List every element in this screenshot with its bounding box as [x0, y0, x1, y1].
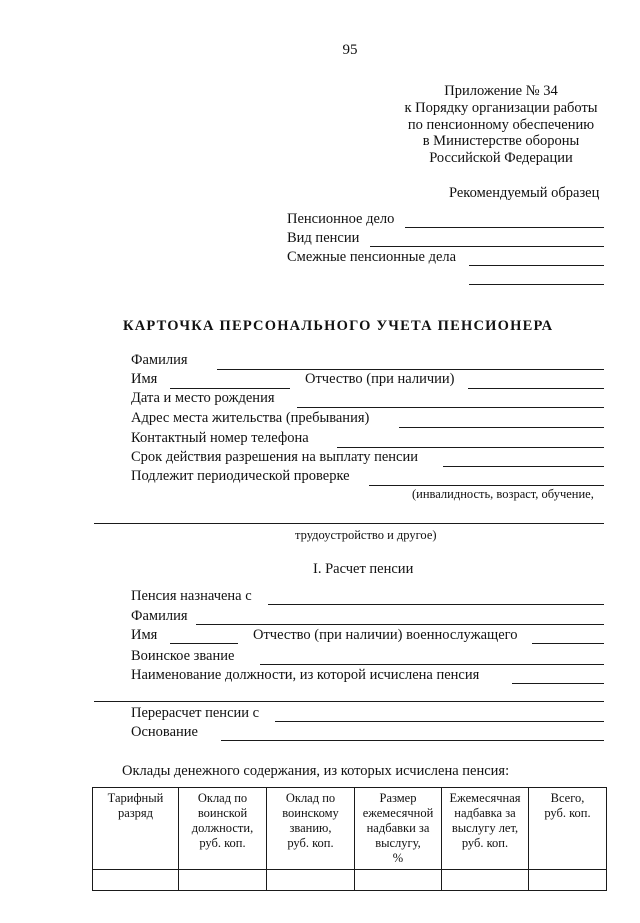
- salaries-table: [92, 787, 607, 891]
- appendix-line: Российской Федерации: [429, 150, 573, 167]
- related-cases-field[interactable]: [469, 265, 604, 266]
- surname-label: Фамилия: [131, 352, 188, 368]
- address-field[interactable]: [399, 427, 604, 428]
- column-header-position-salary: Оклад по воинской должности, руб. коп.: [179, 788, 267, 870]
- pension-type-field[interactable]: [370, 246, 604, 247]
- page-number: 95: [342, 42, 358, 58]
- column-header-bonus-percent: Размер ежемесячной надбавки за выслугу, %: [355, 788, 442, 870]
- table-cell[interactable]: [355, 870, 442, 891]
- appendix-line: Приложение № 34: [444, 83, 558, 99]
- column-header-bonus-amount: Ежемесячная надбавка за выслугу лет, руб. коп.: [442, 788, 529, 870]
- pension-type-label: Вид пенсии: [287, 230, 360, 246]
- recalc-label: Перерасчет пенсии с: [131, 705, 260, 721]
- periodic-check-hint: (инвалидность, возраст, обучение,: [412, 487, 594, 501]
- permit-field[interactable]: [443, 466, 604, 467]
- assigned-from-label: Пенсия назначена с: [131, 588, 252, 604]
- periodic-check-field-extra[interactable]: [94, 523, 604, 524]
- appendix-line: по пенсионному обеспечению: [407, 116, 595, 133]
- serviceman-surname-label: Фамилия: [131, 608, 188, 624]
- patronymic-field[interactable]: [468, 388, 604, 389]
- patronymic-label: Отчество (при наличии): [305, 371, 455, 387]
- column-header-rank-salary: Оклад по воинскому званию, руб. коп.: [267, 788, 355, 870]
- table-cell[interactable]: [529, 870, 607, 891]
- card-title: КАРТОЧКА ПЕРСОНАЛЬНОГО УЧЕТА ПЕНСИОНЕРА: [123, 318, 554, 334]
- table-cell[interactable]: [442, 870, 529, 891]
- table-cell[interactable]: [179, 870, 267, 891]
- section-heading: I. Расчет пенсии: [313, 561, 414, 577]
- birth-field[interactable]: [297, 407, 604, 408]
- related-cases-field-extra[interactable]: [469, 284, 604, 285]
- pension-case-field[interactable]: [405, 227, 604, 228]
- birth-label: Дата и место рождения: [131, 390, 275, 406]
- serviceman-patronymic-field[interactable]: [532, 643, 604, 644]
- address-label: Адрес места жительства (пребывания): [131, 410, 370, 426]
- recommended-sample-label: Рекомендуемый образец: [449, 185, 600, 201]
- surname-field[interactable]: [217, 369, 604, 370]
- periodic-check-label: Подлежит периодической проверке: [131, 468, 350, 484]
- name-field[interactable]: [170, 388, 290, 389]
- assigned-from-field[interactable]: [268, 604, 604, 605]
- pension-case-label: Пенсионное дело: [287, 211, 395, 227]
- periodic-check-field[interactable]: [369, 485, 604, 486]
- appendix-line: в Министерстве обороны: [422, 133, 580, 150]
- serviceman-name-label: Имя: [131, 627, 158, 643]
- recalc-field[interactable]: [275, 721, 604, 722]
- position-field-extra[interactable]: [94, 701, 604, 702]
- periodic-check-hint-2: трудоустройство и другое): [295, 528, 437, 542]
- basis-field[interactable]: [221, 740, 604, 741]
- column-header-total: Всего, руб. коп.: [529, 788, 607, 870]
- permit-label: Срок действия разрешения на выплату пенсии: [131, 449, 418, 465]
- serviceman-patronymic-label: Отчество (при наличии) военнослужащего: [253, 627, 518, 643]
- name-label: Имя: [131, 371, 158, 387]
- appendix-header: [383, 83, 619, 167]
- rank-label: Воинское звание: [131, 648, 235, 664]
- table-cell[interactable]: [267, 870, 355, 891]
- table-row: [93, 870, 607, 891]
- position-label: Наименование должности, из которой исчислена пенсия: [131, 667, 480, 683]
- basis-label: Основание: [131, 724, 198, 740]
- rank-field[interactable]: [260, 664, 604, 665]
- column-header-tariff: Тарифный разряд: [93, 788, 179, 870]
- table-header-row: [93, 788, 607, 870]
- table-cell[interactable]: [93, 870, 179, 891]
- appendix-line: к Порядку организации работы: [404, 99, 598, 116]
- phone-label: Контактный номер телефона: [131, 430, 309, 446]
- serviceman-surname-field[interactable]: [196, 624, 604, 625]
- phone-field[interactable]: [337, 447, 604, 448]
- related-cases-label: Смежные пенсионные дела: [287, 249, 457, 265]
- salaries-caption: Оклады денежного содержания, из которых исчислена пенсия:: [122, 763, 510, 779]
- serviceman-name-field[interactable]: [170, 643, 238, 644]
- position-field[interactable]: [512, 683, 604, 684]
